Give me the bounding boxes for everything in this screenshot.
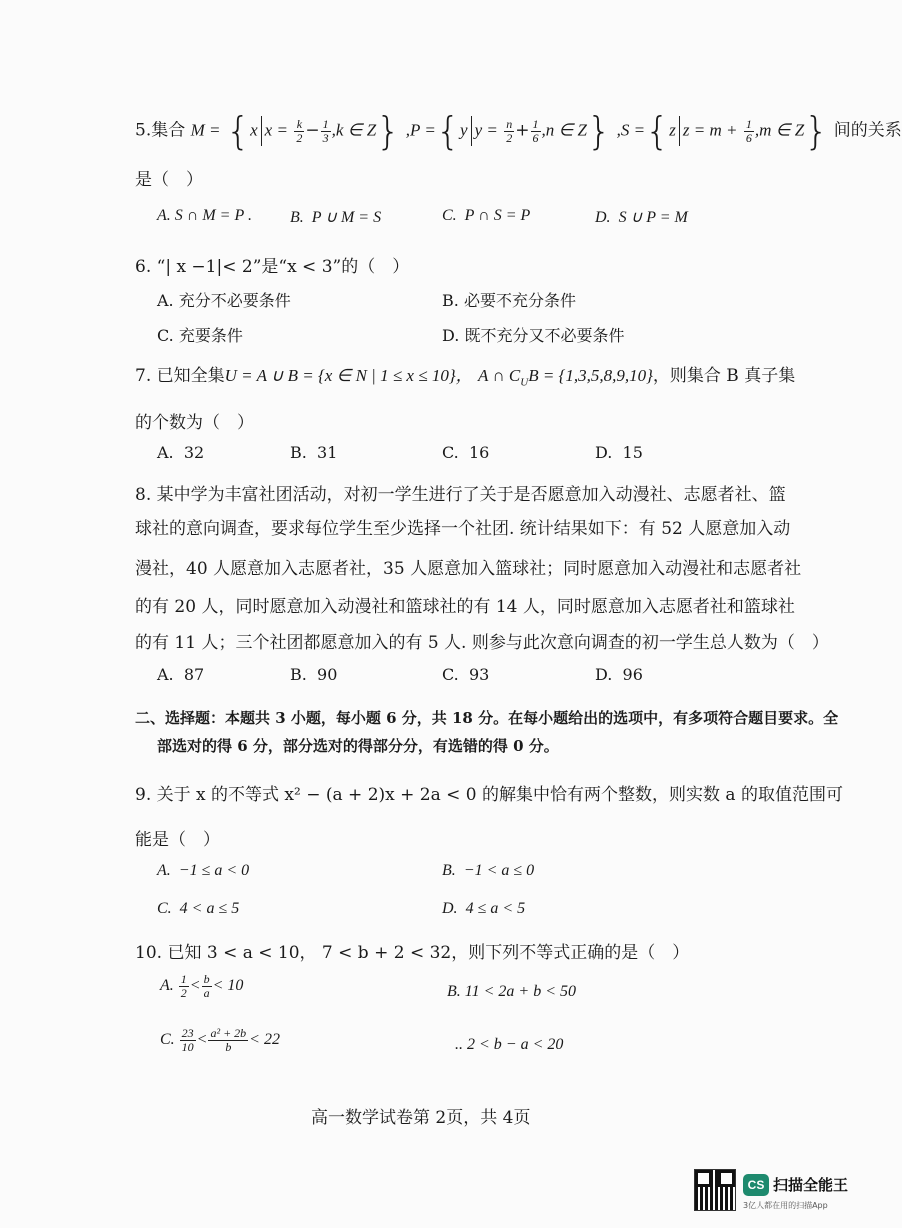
brace-open: {: [225, 109, 251, 153]
fraction: $\frac{n}{2}$: [506, 116, 513, 145]
set-p-cond-b: ,n ∈ Z: [541, 120, 588, 140]
q10-option-c: C. $\frac{23}{10}$ < $\frac{\text{a² + 2b}}{b}$ < 22: [160, 1026, 280, 1054]
q10-option-d: .. 2 < b − a < 20: [455, 1036, 564, 1053]
q9-option-b: B. −1 < a ≤ 0: [442, 862, 535, 879]
set-s-var: z: [669, 120, 676, 140]
q5-suffix: 间的关系: [833, 120, 902, 141]
q7-universal-set: U = A ∪ B = {x ∈ N | 1 ≤ x ≤ 10}，: [224, 366, 473, 385]
set-p-lhs: ,P =: [405, 120, 436, 140]
q5-option-b: B. P ∪ M = S: [290, 209, 382, 226]
q6-option-d: D. 既不充分又不必要条件: [442, 326, 625, 345]
q5-option-a: A. S ∩ M = P .: [157, 207, 252, 224]
q10-option-b: B. 11 < 2a + b < 50: [447, 983, 576, 1000]
q9-stem-line2: 能是（ ）: [135, 830, 220, 850]
brace-open: {: [435, 109, 461, 153]
q8-line-5: 的有 11 人；三个社团都愿意加入的有 5 人. 则参与此次意向调查的初一学生总人数为（ ）: [135, 633, 829, 653]
fraction: $\frac{23}{10}$: [181, 1026, 194, 1054]
brace-close: }: [587, 109, 612, 153]
divider-bar: [679, 116, 680, 146]
q6-stem: 6. “| x −1|< 2”是“x < 3”的（ ）: [135, 257, 410, 277]
page-footer: 高一数学试卷第 2页，共 4页: [311, 1108, 531, 1128]
brace-close: }: [376, 109, 401, 153]
set-m-var: x: [250, 120, 258, 140]
q7-option-d: D. 15: [595, 443, 643, 462]
fraction: $\frac{\text{a² + 2b}}{b}$: [210, 1026, 247, 1054]
q6-option-c: C. 充要条件: [157, 326, 243, 345]
fraction: $\frac{1}{6}$: [532, 116, 539, 145]
brace-close: }: [804, 109, 829, 153]
q8-option-b: B. 90: [290, 665, 338, 684]
q5-prefix: 5.集合: [135, 120, 186, 141]
q10-stem: 10. 已知 3 < a < 10， 7 < b + 2 < 32，则下列不等式正确的是（ ）: [135, 943, 690, 963]
divider-bar: [261, 116, 262, 146]
q7-set-b: B = {1,3,5,8,9,10}: [528, 366, 653, 385]
set-s-cond: z = m +: [682, 120, 738, 140]
q6-option-b: B. 必要不充分条件: [442, 291, 576, 310]
fraction: $\frac{b}{a}$: [203, 972, 210, 1000]
set-m-cond: x =: [264, 120, 288, 140]
qr-code-icon: [695, 1170, 735, 1210]
q7-option-c: C. 16: [442, 443, 490, 462]
q7-stem-line1: [135, 361, 795, 388]
q8-line-4: 的有 20 人，同时愿意加入动漫社和篮球社的有 14 人，同时愿意加入志愿者社和篮球社: [135, 597, 795, 617]
q8-line-1: 8. 某中学为丰富社团活动，对初一学生进行了关于是否愿意加入动漫社、志愿者社、篮: [135, 485, 786, 505]
fraction: $\frac{1}{3}$: [322, 116, 329, 145]
q7-option-b: B. 31: [290, 443, 338, 462]
minus: −: [305, 120, 320, 141]
set-p-cond: y =: [474, 120, 498, 140]
divider-bar: [471, 116, 472, 146]
q10-option-a: A. $\frac{1}{2}$ < $\frac{b}{a}$ < 10: [160, 972, 244, 1000]
set-m-cond-b: ,k ∈ Z: [331, 120, 377, 140]
set-m-lhs: M =: [190, 120, 221, 140]
q5-option-d: D. S ∪ P = M: [595, 209, 688, 226]
brace-open: {: [645, 109, 670, 153]
set-p-var: y: [460, 120, 468, 140]
fraction: $\frac{1}{2}$: [180, 972, 187, 1000]
camscanner-name: 扫描全能王: [773, 1176, 849, 1194]
set-s-lhs: ,S =: [616, 120, 646, 140]
section-2-scoring: 部选对的得 6 分，部分选对的得部分分，有选错的得 0 分。: [157, 737, 559, 755]
q5-option-c: C. P ∩ S = P: [442, 207, 531, 224]
q8-line-2: 球社的意向调查，要求每位学生至少选择一个社团. 统计结果如下：有 52 人愿意加入动: [135, 519, 791, 539]
q5-stem-line1: [135, 109, 902, 153]
q8-line-3: 漫社，40 人愿意加入志愿者社，35 人愿意加入篮球社；同时愿意加入动漫社和志愿者社: [135, 559, 802, 579]
camscanner-logo: CS: [743, 1174, 769, 1196]
q8-option-a: A. 87: [157, 665, 205, 684]
section-2-heading: 二、选择题：本题共 3 小题，每小题 6 分，共 18 分。在每小题给出的选项中，有多项符合题目要求。全: [135, 709, 839, 727]
q8-option-d: D. 96: [595, 665, 643, 684]
q9-stem: 9. 关于 x 的不等式 x² − (a + 2)x + 2a < 0 的解集中恰有两个整数，则实数 a 的取值范围可: [135, 785, 843, 805]
plus: +: [515, 120, 530, 141]
fraction: $\frac{k}{2}$: [296, 116, 303, 145]
q7-stem-a: 7. 已知全集: [135, 366, 225, 386]
q8-option-c: C. 93: [442, 665, 490, 684]
set-s-cond-b: ,m ∈ Z: [754, 120, 805, 140]
q6-option-a: A. 充分不必要条件: [157, 291, 291, 310]
q9-option-a: A. −1 ≤ a < 0: [157, 862, 250, 879]
camscanner-tagline: 3亿人都在用的扫描App: [743, 1201, 828, 1210]
q9-option-d: D. 4 ≤ a < 5: [442, 900, 526, 917]
q7-subscript: U: [520, 376, 529, 389]
q7-option-a: A. 32: [157, 443, 205, 462]
q5-stem-line2: 是（ ）: [135, 170, 203, 190]
fraction: $\frac{1}{6}$: [745, 116, 752, 145]
q7-complement-expr: A ∩ C: [478, 366, 521, 385]
q7-stem-line2: 的个数为（ ）: [135, 413, 254, 433]
q7-stem-b: ，则集合 B 真子集: [652, 366, 796, 386]
q9-option-c: C. 4 < a ≤ 5: [157, 900, 240, 917]
